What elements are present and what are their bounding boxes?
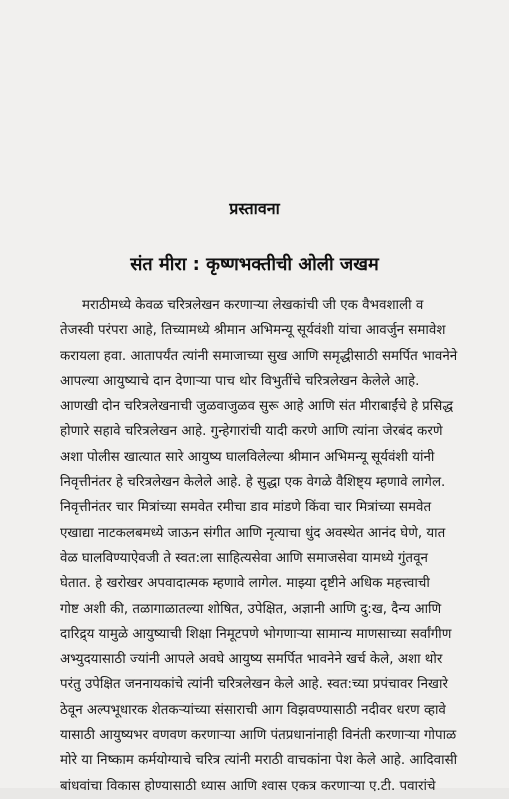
text-line: होणारे सहावे चरित्रलेखन आहे. गुन्हेगारांची यादी करणे आणि त्यांना जेरबंद करणे [60, 424, 443, 440]
text-line: गोष्ट अशी की, तळागाळातल्या शोषित, उपेक्षित, अज्ञानी आणि दु:ख, दैन्य आणि [60, 601, 442, 617]
text-line: तेजस्वी परंपरा आहे, तिच्यामध्ये श्रीमान अभिमन्यू सूर्यवंशी यांचा आवर्जुन समावेश [60, 323, 446, 339]
text-line: मराठीमध्ये केवळ चरित्रलेखन करणाऱ्या लेखकांची जी एक वैभवशाली व [82, 298, 424, 313]
text-line: दारिद्र्य यामुळे आयुष्याची शिक्षा निमूटपणे भोगणाऱ्या सामान्य माणसाच्या सर्वांगीण [60, 626, 452, 642]
text-line: ठेवून अल्पभूधारक शेतकऱ्यांच्या संसाराची आग विझवण्यासाठी नदीवर धरण व्हावे [60, 702, 446, 718]
text-line: घेतात. हे खरोखर अपवादात्मक म्हणावे लागेल. माझ्या दृष्टीने अधिक महत्त्वाची [60, 576, 430, 592]
text-line: आणखी दोन चरित्रलेखनाची जुळवाजुळव सुरू आहे आणि संत मीराबाईंचे हे प्रसिद्ध [60, 399, 454, 415]
text-line: अभ्युदयासाठी ज्यांनी आपले अवघे आयुष्य समर्पित भावनेने खर्च केले, अशा थोर [60, 652, 443, 668]
body-paragraph [60, 293, 470, 799]
text-line: आपल्या आयुष्याचे दान देणाऱ्या पाच थोर विभुतींचे चरित्रलेखन केलेले आहे. [60, 373, 420, 389]
text-line: मोरे या निष्काम कर्मयोग्याचे चरित्र त्यांनी मराठी वाचकांना पेश केले आहे. आदिवासी [60, 753, 458, 769]
text-line: परंतु उपेक्षित जननायकांचे त्यांनी चरित्रलेखन केले आहे. स्वत:च्या प्रपंचावर निखारे [60, 677, 448, 693]
text-line: एखाद्या नाटकलबमध्ये जाऊन संगीत आणि नृत्याचा धुंद अवस्थेत आनंद घेणे, यात [60, 525, 446, 541]
text-line: वेळ घालविण्याऐवजी ते स्वत:ला साहित्यसेवा आणि समाजसेवा यामध्ये गुंतवून [60, 550, 428, 566]
text-line: यासाठी आयुष्यभर वणवण करणाऱ्या आणि पंतप्रधानांनाही विनंती करणाऱ्या गोपाळ [60, 728, 457, 744]
text-line: करायला हवा. आतापर्यंत त्यांनी समाजाच्या सुख आणि समृद्धीसाठी समर्पित भावनेने [60, 348, 458, 364]
text-line: अशा पोलीस खात्यात सारे आयुष्य घालविलेल्या श्रीमान अभिमन्यू सूर्यवंशी यांनी [60, 449, 435, 465]
text-line: निवृत्तीनंतर चार मित्रांच्या समवेत रमीचा डाव मांडणे किंवा चार मित्रांच्या समवेत [60, 500, 432, 516]
chapter-title: संत मीरा : कृष्णभक्तीची ओली जखम [130, 254, 379, 275]
section-heading: प्रस्तावना [229, 199, 280, 218]
text-line: निवृत्तीनंतर हे चरित्रलेखन केलेले आहे. हे सुद्धा एक वेगळे वैशिष्ट्य म्हणावे लागेल. [60, 475, 446, 491]
text-line: बांधवांचा विकास होण्यासाठी ध्यास आणि श्‍वास एकत्र करणाऱ्या ए.टी. पवारांचे [60, 778, 436, 794]
